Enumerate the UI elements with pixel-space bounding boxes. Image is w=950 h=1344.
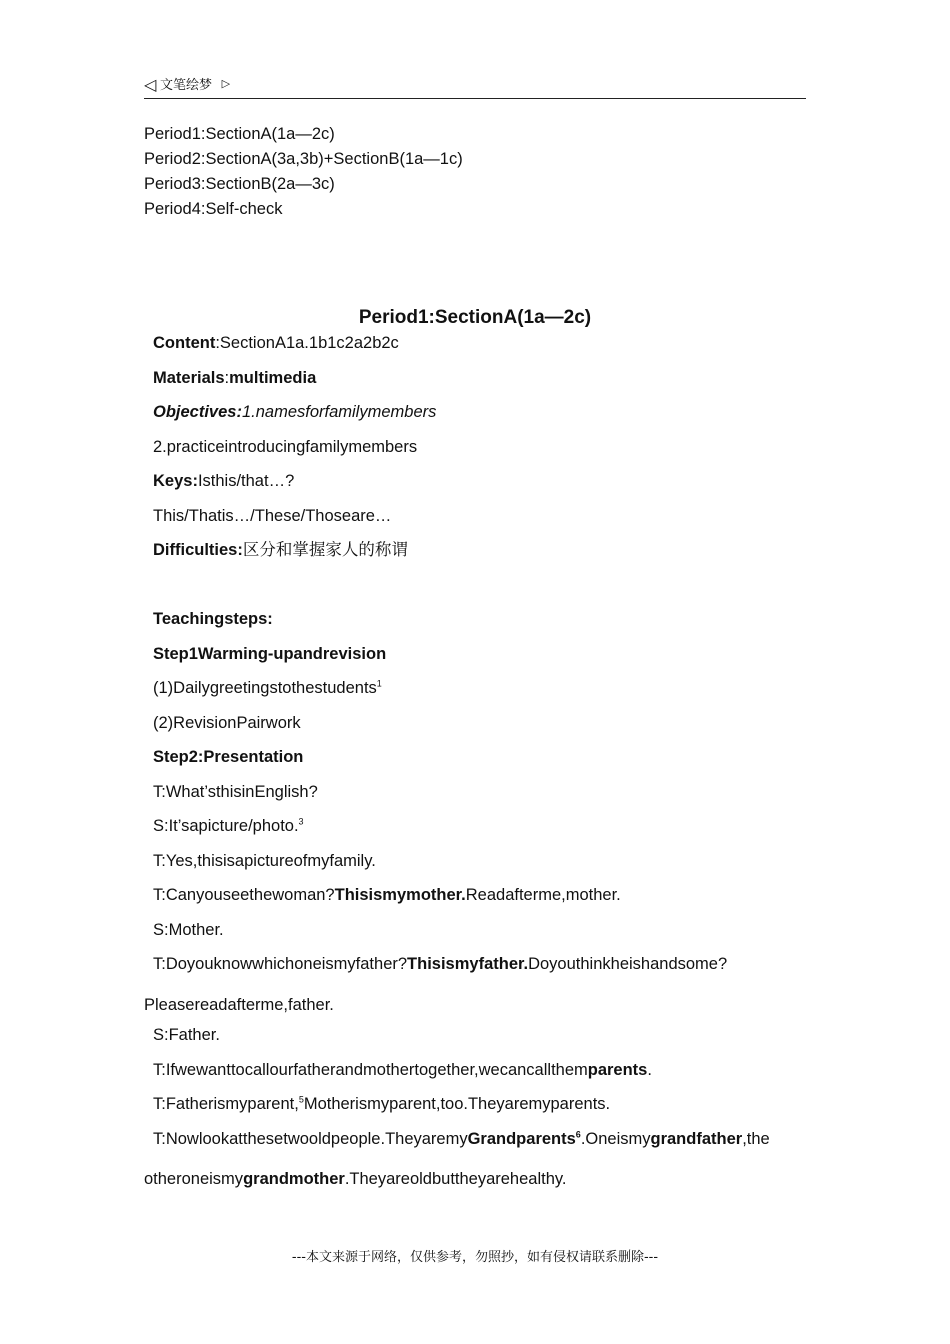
- period-item: Period1:SectionA(1a—2c): [144, 125, 335, 143]
- dialogue-text: Readafterme,mother.: [465, 886, 621, 904]
- materials-line: [144, 365, 806, 400]
- keys-line-2: This/Thatis…/These/Thoseare…: [153, 506, 392, 525]
- dialogue-key-word: grandmother: [243, 1170, 345, 1188]
- step1-item-2: (2)RevisionPairwork: [153, 713, 301, 732]
- dialogue-text: S:It’sapicture/photo.: [153, 817, 299, 835]
- dialogue-line: S:Mother.: [153, 920, 224, 939]
- dialogue-key-phrase: Thisismymother.: [334, 886, 466, 904]
- dialogue-text: T:Ifwewanttocallourfatherandmothertogether,wecancallthem: [153, 1060, 588, 1079]
- keys-line: [144, 468, 806, 503]
- dialogue-key-word: parents: [587, 1060, 648, 1079]
- period-list: [144, 122, 463, 222]
- step2-heading: Step2:Presentation: [153, 748, 304, 766]
- dialogue-text: Doyouthinkheishandsome?: [528, 955, 728, 973]
- dialogue-text: T:Doyouknowwhichoneismyfather?: [153, 955, 408, 973]
- objectives-value: 1.namesforfamilymembers: [241, 403, 437, 421]
- dialogue-line: S:Father.: [153, 1026, 220, 1044]
- dialogue-text: otheroneismy: [144, 1170, 244, 1188]
- content-value: :SectionA1a.1b1c2a2b2c: [215, 334, 399, 352]
- dialogue-line: [144, 813, 806, 848]
- page-header: [144, 72, 806, 99]
- difficulties-label: Difficulties:: [153, 541, 243, 559]
- dialogue-text: .: [647, 1060, 652, 1079]
- dialogue-continuation: Pleasereadafterme,father.: [144, 995, 334, 1014]
- period-item: Period3:SectionB(2a—3c): [144, 175, 335, 193]
- dialogue-line: T:Yes,thisisapictureofmyfamily.: [153, 851, 376, 870]
- dialogue-key-word: Grandparents: [467, 1129, 576, 1148]
- dialogue-line: [144, 882, 806, 917]
- footnote-marker: 5: [298, 1094, 304, 1105]
- objectives-line: [144, 399, 806, 434]
- footnote-marker: 1: [376, 678, 382, 689]
- materials-value: multimedia: [229, 368, 317, 387]
- header-title: 文笔绘梦: [159, 77, 212, 92]
- dialogue-text: .Theyareoldbuttheyarehealthy.: [344, 1170, 567, 1188]
- dialogue-line: T:What’sthisinEnglish?: [153, 782, 318, 801]
- dialogue-text: T:Canyouseethewoman?: [153, 886, 335, 904]
- left-triangle-icon: ◁: [144, 77, 157, 94]
- footnote-marker: 3: [298, 816, 304, 827]
- dialogue-key-word: grandfather: [650, 1129, 743, 1148]
- dialogue-text: ,the: [742, 1129, 770, 1148]
- objectives-label: Objectives:: [153, 403, 242, 421]
- dialogue-text: T:Fatherismyparent,: [153, 1095, 299, 1113]
- step1-heading: Step1Warming-upandrevision: [153, 644, 387, 663]
- objectives-line-2: 2.practiceintroducingfamilymembers: [153, 437, 418, 456]
- materials-sep: :: [224, 368, 230, 387]
- dialogue-line: [144, 1126, 806, 1161]
- step1-item-1-text: (1)Dailygreetingstothestudents: [153, 679, 377, 697]
- difficulties-line: [144, 537, 806, 572]
- dialogue-text: .Oneismy: [580, 1129, 651, 1148]
- dialogue-line: [144, 1057, 806, 1092]
- page-footer: ---本文来源于网络，仅供参考，勿照抄，如有侵权请联系删除---: [291, 1250, 659, 1265]
- teaching-steps-heading: Teachingsteps:: [153, 610, 273, 628]
- dialogue-text: Motherismyparent,too.Theyaremyparents.: [303, 1095, 611, 1113]
- keys-value: Isthis/that…?: [197, 472, 295, 490]
- content-label: Content: [153, 334, 216, 352]
- keys-label: Keys:: [153, 472, 198, 490]
- period-item: Period2:SectionA(3a,3b)+SectionB(1a—1c): [144, 150, 463, 168]
- blank-line: [144, 572, 806, 607]
- dialogue-line: [144, 1091, 806, 1126]
- dialogue-line: [144, 951, 806, 986]
- dialogue-key-phrase: Thisismyfather.: [407, 955, 529, 973]
- footnote-marker: 6: [575, 1129, 581, 1139]
- dialogue-continuation: [144, 1160, 806, 1197]
- lesson-body: [144, 330, 806, 1197]
- materials-label: Materials: [153, 368, 225, 387]
- step1-item-1: [144, 675, 806, 710]
- lesson-title: Period1:SectionA(1a—2c): [358, 307, 592, 328]
- period-item: Period4:Self-check: [144, 200, 283, 218]
- right-triangle-icon: ▷: [221, 78, 231, 90]
- difficulties-value: 区分和掌握家人的称谓: [242, 541, 408, 559]
- content-line: [144, 330, 806, 365]
- dialogue-text: T:Nowlookatthesetwooldpeople.Theyaremy: [153, 1129, 468, 1148]
